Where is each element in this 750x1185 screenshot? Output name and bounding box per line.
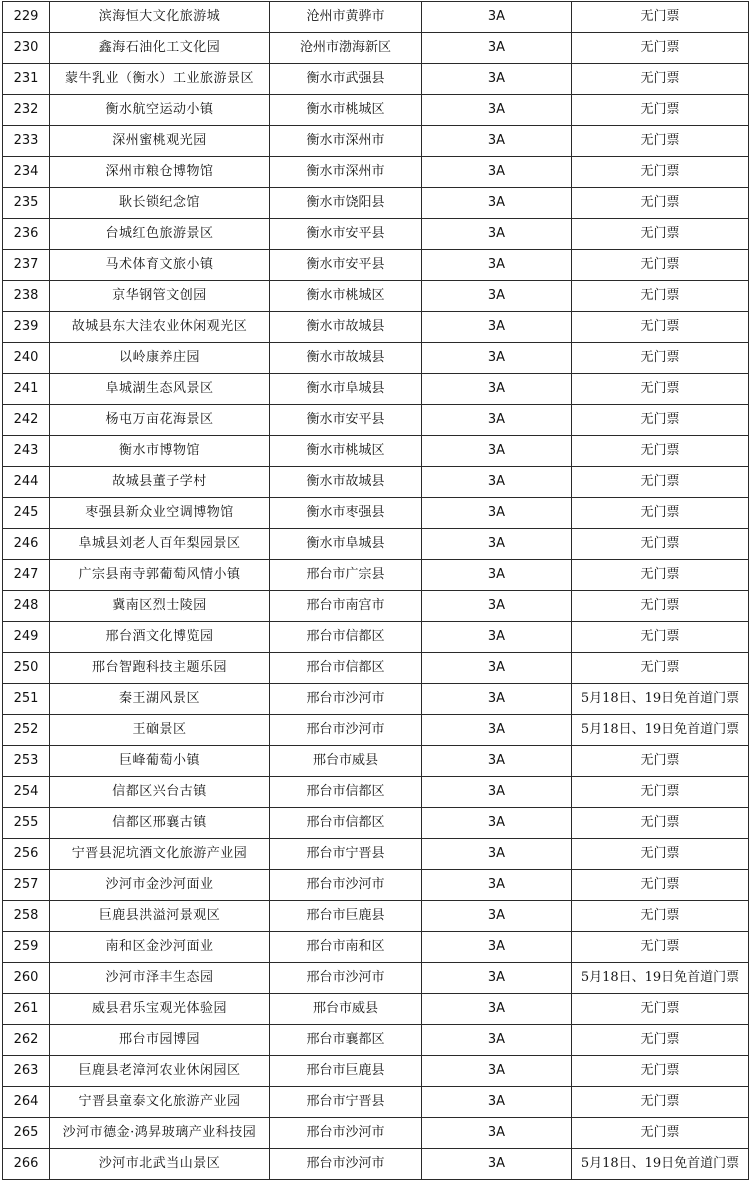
scenic-spot-name-cell: 宁晋县童泰文化旅游产业园	[50, 1087, 270, 1118]
scenic-spot-name-cell: 威县君乐宝观光体验园	[50, 994, 270, 1025]
grade-level-cell: 3A	[422, 1056, 572, 1087]
ticket-policy-cell: 无门票	[572, 1118, 749, 1149]
grade-level-cell: 3A	[422, 901, 572, 932]
grade-level-cell: 3A	[422, 219, 572, 250]
grade-level-cell: 3A	[422, 963, 572, 994]
row-number-cell: 233	[3, 126, 50, 157]
row-number-cell: 245	[3, 498, 50, 529]
table-row	[3, 963, 749, 994]
row-number-cell: 246	[3, 529, 50, 560]
table-row	[3, 219, 749, 250]
scenic-spot-table	[2, 1, 749, 1180]
ticket-policy-cell: 无门票	[572, 64, 749, 95]
location-cell: 衡水市桃城区	[270, 281, 422, 312]
location-cell: 衡水市安平县	[270, 219, 422, 250]
location-cell: 邢台市沙河市	[270, 684, 422, 715]
grade-level-cell: 3A	[422, 498, 572, 529]
table-row	[3, 994, 749, 1025]
scenic-spot-name-cell: 邢台智跑科技主题乐园	[50, 653, 270, 684]
grade-level-cell: 3A	[422, 2, 572, 33]
ticket-policy-cell: 无门票	[572, 1056, 749, 1087]
location-cell: 衡水市饶阳县	[270, 188, 422, 219]
grade-level-cell: 3A	[422, 777, 572, 808]
table-row	[3, 157, 749, 188]
ticket-policy-cell: 无门票	[572, 33, 749, 64]
ticket-policy-cell: 无门票	[572, 870, 749, 901]
table-row	[3, 715, 749, 746]
ticket-policy-cell: 无门票	[572, 932, 749, 963]
row-number-cell: 255	[3, 808, 50, 839]
row-number-cell: 251	[3, 684, 50, 715]
location-cell: 邢台市沙河市	[270, 1149, 422, 1180]
table-row	[3, 188, 749, 219]
location-cell: 邢台市宁晋县	[270, 839, 422, 870]
ticket-policy-cell: 无门票	[572, 1025, 749, 1056]
scenic-spot-name-cell: 深州市粮仓博物馆	[50, 157, 270, 188]
ticket-policy-cell: 无门票	[572, 343, 749, 374]
grade-level-cell: 3A	[422, 126, 572, 157]
location-cell: 邢台市信都区	[270, 777, 422, 808]
row-number-cell: 229	[3, 2, 50, 33]
scenic-spot-name-cell: 邢台酒文化博览园	[50, 622, 270, 653]
scenic-spot-name-cell: 阜城县刘老人百年梨园景区	[50, 529, 270, 560]
grade-level-cell: 3A	[422, 870, 572, 901]
grade-level-cell: 3A	[422, 560, 572, 591]
grade-level-cell: 3A	[422, 746, 572, 777]
grade-level-cell: 3A	[422, 653, 572, 684]
table-row	[3, 1149, 749, 1180]
location-cell: 邢台市沙河市	[270, 1118, 422, 1149]
table-row	[3, 250, 749, 281]
scenic-spot-name-cell: 信都区兴台古镇	[50, 777, 270, 808]
table-row	[3, 622, 749, 653]
row-number-cell: 260	[3, 963, 50, 994]
table-row	[3, 746, 749, 777]
scenic-spot-name-cell: 冀南区烈士陵园	[50, 591, 270, 622]
grade-level-cell: 3A	[422, 994, 572, 1025]
location-cell: 邢台市信都区	[270, 622, 422, 653]
grade-level-cell: 3A	[422, 1087, 572, 1118]
ticket-policy-cell: 无门票	[572, 529, 749, 560]
location-cell: 邢台市南宫市	[270, 591, 422, 622]
scenic-spot-name-cell: 巨鹿县老漳河农业休闲园区	[50, 1056, 270, 1087]
grade-level-cell: 3A	[422, 467, 572, 498]
grade-level-cell: 3A	[422, 33, 572, 64]
ticket-policy-cell: 无门票	[572, 405, 749, 436]
row-number-cell: 249	[3, 622, 50, 653]
location-cell: 邢台市威县	[270, 994, 422, 1025]
grade-level-cell: 3A	[422, 250, 572, 281]
location-cell: 衡水市深州市	[270, 126, 422, 157]
ticket-policy-cell: 无门票	[572, 994, 749, 1025]
row-number-cell: 236	[3, 219, 50, 250]
grade-level-cell: 3A	[422, 374, 572, 405]
table-row	[3, 653, 749, 684]
row-number-cell: 237	[3, 250, 50, 281]
table-row	[3, 498, 749, 529]
table-row	[3, 529, 749, 560]
table-row	[3, 870, 749, 901]
table-row	[3, 591, 749, 622]
scenic-spot-name-cell: 巨峰葡萄小镇	[50, 746, 270, 777]
table-row	[3, 777, 749, 808]
ticket-policy-cell: 无门票	[572, 653, 749, 684]
ticket-policy-cell: 5月18日、19日免首道门票	[572, 963, 749, 994]
scenic-spot-name-cell: 滨海恒大文化旅游城	[50, 2, 270, 33]
scenic-spot-name-cell: 马术体育文旅小镇	[50, 250, 270, 281]
ticket-policy-cell: 无门票	[572, 188, 749, 219]
ticket-policy-cell: 无门票	[572, 777, 749, 808]
scenic-spot-name-cell: 故城县董子学村	[50, 467, 270, 498]
row-number-cell: 252	[3, 715, 50, 746]
scenic-spot-name-cell: 深州蜜桃观光园	[50, 126, 270, 157]
ticket-policy-cell: 无门票	[572, 374, 749, 405]
scenic-spot-name-cell: 耿长锁纪念馆	[50, 188, 270, 219]
table-row	[3, 467, 749, 498]
row-number-cell: 262	[3, 1025, 50, 1056]
row-number-cell: 231	[3, 64, 50, 95]
location-cell: 邢台市广宗县	[270, 560, 422, 591]
scenic-spot-name-cell: 故城县东大洼农业休闲观光区	[50, 312, 270, 343]
scenic-spot-name-cell: 王硇景区	[50, 715, 270, 746]
ticket-policy-cell: 无门票	[572, 839, 749, 870]
row-number-cell: 259	[3, 932, 50, 963]
scenic-spot-name-cell: 京华钢管文创园	[50, 281, 270, 312]
scenic-spot-name-cell: 枣强县新众业空调博物馆	[50, 498, 270, 529]
table-row	[3, 95, 749, 126]
location-cell: 衡水市枣强县	[270, 498, 422, 529]
row-number-cell: 248	[3, 591, 50, 622]
location-cell: 邢台市宁晋县	[270, 1087, 422, 1118]
grade-level-cell: 3A	[422, 715, 572, 746]
grade-level-cell: 3A	[422, 839, 572, 870]
row-number-cell: 256	[3, 839, 50, 870]
row-number-cell: 235	[3, 188, 50, 219]
row-number-cell: 253	[3, 746, 50, 777]
location-cell: 衡水市深州市	[270, 157, 422, 188]
row-number-cell: 258	[3, 901, 50, 932]
table-row	[3, 839, 749, 870]
ticket-policy-cell: 5月18日、19日免首道门票	[572, 715, 749, 746]
grade-level-cell: 3A	[422, 281, 572, 312]
location-cell: 衡水市桃城区	[270, 436, 422, 467]
table-row	[3, 1025, 749, 1056]
scenic-spot-name-cell: 杨屯万亩花海景区	[50, 405, 270, 436]
table-row	[3, 1087, 749, 1118]
row-number-cell: 247	[3, 560, 50, 591]
location-cell: 邢台市威县	[270, 746, 422, 777]
table-row	[3, 343, 749, 374]
ticket-policy-cell: 无门票	[572, 2, 749, 33]
scenic-spot-name-cell: 沙河市德金·鸿昇玻璃产业科技园	[50, 1118, 270, 1149]
grade-level-cell: 3A	[422, 622, 572, 653]
table-row	[3, 808, 749, 839]
grade-level-cell: 3A	[422, 684, 572, 715]
ticket-policy-cell: 5月18日、19日免首道门票	[572, 1149, 749, 1180]
location-cell: 衡水市故城县	[270, 312, 422, 343]
location-cell: 衡水市安平县	[270, 405, 422, 436]
scenic-spot-name-cell: 沙河市金沙河面业	[50, 870, 270, 901]
scenic-spot-name-cell: 秦王湖风景区	[50, 684, 270, 715]
table-row	[3, 64, 749, 95]
scenic-spot-name-cell: 信都区邢襄古镇	[50, 808, 270, 839]
ticket-policy-cell: 无门票	[572, 157, 749, 188]
table-row	[3, 901, 749, 932]
ticket-policy-cell: 无门票	[572, 498, 749, 529]
ticket-policy-cell: 无门票	[572, 219, 749, 250]
grade-level-cell: 3A	[422, 64, 572, 95]
ticket-policy-cell: 无门票	[572, 312, 749, 343]
ticket-policy-cell: 无门票	[572, 808, 749, 839]
table-row	[3, 281, 749, 312]
ticket-policy-cell: 无门票	[572, 560, 749, 591]
table-row	[3, 405, 749, 436]
location-cell: 衡水市安平县	[270, 250, 422, 281]
table-row	[3, 2, 749, 33]
grade-level-cell: 3A	[422, 157, 572, 188]
location-cell: 邢台市巨鹿县	[270, 1056, 422, 1087]
table-body	[3, 2, 749, 1180]
location-cell: 邢台市襄都区	[270, 1025, 422, 1056]
location-cell: 衡水市故城县	[270, 343, 422, 374]
ticket-policy-cell: 无门票	[572, 95, 749, 126]
scenic-spot-name-cell: 以岭康养庄园	[50, 343, 270, 374]
row-number-cell: 263	[3, 1056, 50, 1087]
table-row	[3, 560, 749, 591]
scenic-spot-name-cell: 蒙牛乳业（衡水）工业旅游景区	[50, 64, 270, 95]
row-number-cell: 243	[3, 436, 50, 467]
row-number-cell: 264	[3, 1087, 50, 1118]
table-row	[3, 312, 749, 343]
ticket-policy-cell: 无门票	[572, 746, 749, 777]
table-row	[3, 1118, 749, 1149]
table-row	[3, 932, 749, 963]
row-number-cell: 242	[3, 405, 50, 436]
scenic-spot-name-cell: 邢台市园博园	[50, 1025, 270, 1056]
row-number-cell: 250	[3, 653, 50, 684]
location-cell: 衡水市阜城县	[270, 529, 422, 560]
table-row	[3, 1056, 749, 1087]
location-cell: 沧州市渤海新区	[270, 33, 422, 64]
location-cell: 衡水市武强县	[270, 64, 422, 95]
scenic-spot-name-cell: 沙河市泽丰生态园	[50, 963, 270, 994]
scenic-spot-name-cell: 鑫海石油化工文化园	[50, 33, 270, 64]
row-number-cell: 238	[3, 281, 50, 312]
row-number-cell: 266	[3, 1149, 50, 1180]
row-number-cell: 234	[3, 157, 50, 188]
grade-level-cell: 3A	[422, 932, 572, 963]
grade-level-cell: 3A	[422, 1025, 572, 1056]
row-number-cell: 254	[3, 777, 50, 808]
scenic-spot-name-cell: 台城红色旅游景区	[50, 219, 270, 250]
location-cell: 邢台市信都区	[270, 808, 422, 839]
table-row	[3, 126, 749, 157]
location-cell: 衡水市故城县	[270, 467, 422, 498]
row-number-cell: 232	[3, 95, 50, 126]
grade-level-cell: 3A	[422, 1149, 572, 1180]
location-cell: 沧州市黄骅市	[270, 2, 422, 33]
table-row	[3, 374, 749, 405]
ticket-policy-cell: 无门票	[572, 281, 749, 312]
grade-level-cell: 3A	[422, 343, 572, 374]
location-cell: 衡水市阜城县	[270, 374, 422, 405]
location-cell: 邢台市信都区	[270, 653, 422, 684]
location-cell: 邢台市巨鹿县	[270, 901, 422, 932]
grade-level-cell: 3A	[422, 529, 572, 560]
row-number-cell: 257	[3, 870, 50, 901]
location-cell: 衡水市桃城区	[270, 95, 422, 126]
grade-level-cell: 3A	[422, 1118, 572, 1149]
location-cell: 邢台市沙河市	[270, 870, 422, 901]
ticket-policy-cell: 无门票	[572, 467, 749, 498]
ticket-policy-cell: 5月18日、19日免首道门票	[572, 684, 749, 715]
location-cell: 邢台市沙河市	[270, 963, 422, 994]
table-row	[3, 436, 749, 467]
row-number-cell: 265	[3, 1118, 50, 1149]
location-cell: 邢台市南和区	[270, 932, 422, 963]
grade-level-cell: 3A	[422, 405, 572, 436]
grade-level-cell: 3A	[422, 188, 572, 219]
scenic-spot-name-cell: 衡水市博物馆	[50, 436, 270, 467]
scenic-spot-name-cell: 宁晋县泥坑酒文化旅游产业园	[50, 839, 270, 870]
scenic-spot-name-cell: 广宗县南寺郭葡萄风情小镇	[50, 560, 270, 591]
grade-level-cell: 3A	[422, 591, 572, 622]
table-row	[3, 33, 749, 64]
ticket-policy-cell: 无门票	[572, 436, 749, 467]
ticket-policy-cell: 无门票	[572, 1087, 749, 1118]
grade-level-cell: 3A	[422, 95, 572, 126]
grade-level-cell: 3A	[422, 808, 572, 839]
grade-level-cell: 3A	[422, 436, 572, 467]
scenic-spot-name-cell: 巨鹿县洪溢河景观区	[50, 901, 270, 932]
ticket-policy-cell: 无门票	[572, 250, 749, 281]
table-row	[3, 684, 749, 715]
ticket-policy-cell: 无门票	[572, 126, 749, 157]
ticket-policy-cell: 无门票	[572, 622, 749, 653]
row-number-cell: 261	[3, 994, 50, 1025]
ticket-policy-cell: 无门票	[572, 591, 749, 622]
row-number-cell: 244	[3, 467, 50, 498]
scenic-spot-name-cell: 沙河市北武当山景区	[50, 1149, 270, 1180]
scenic-spot-name-cell: 阜城湖生态风景区	[50, 374, 270, 405]
row-number-cell: 241	[3, 374, 50, 405]
row-number-cell: 239	[3, 312, 50, 343]
location-cell: 邢台市沙河市	[270, 715, 422, 746]
row-number-cell: 230	[3, 33, 50, 64]
scenic-spot-name-cell: 衡水航空运动小镇	[50, 95, 270, 126]
grade-level-cell: 3A	[422, 312, 572, 343]
scenic-spot-name-cell: 南和区金沙河面业	[50, 932, 270, 963]
row-number-cell: 240	[3, 343, 50, 374]
ticket-policy-cell: 无门票	[572, 901, 749, 932]
